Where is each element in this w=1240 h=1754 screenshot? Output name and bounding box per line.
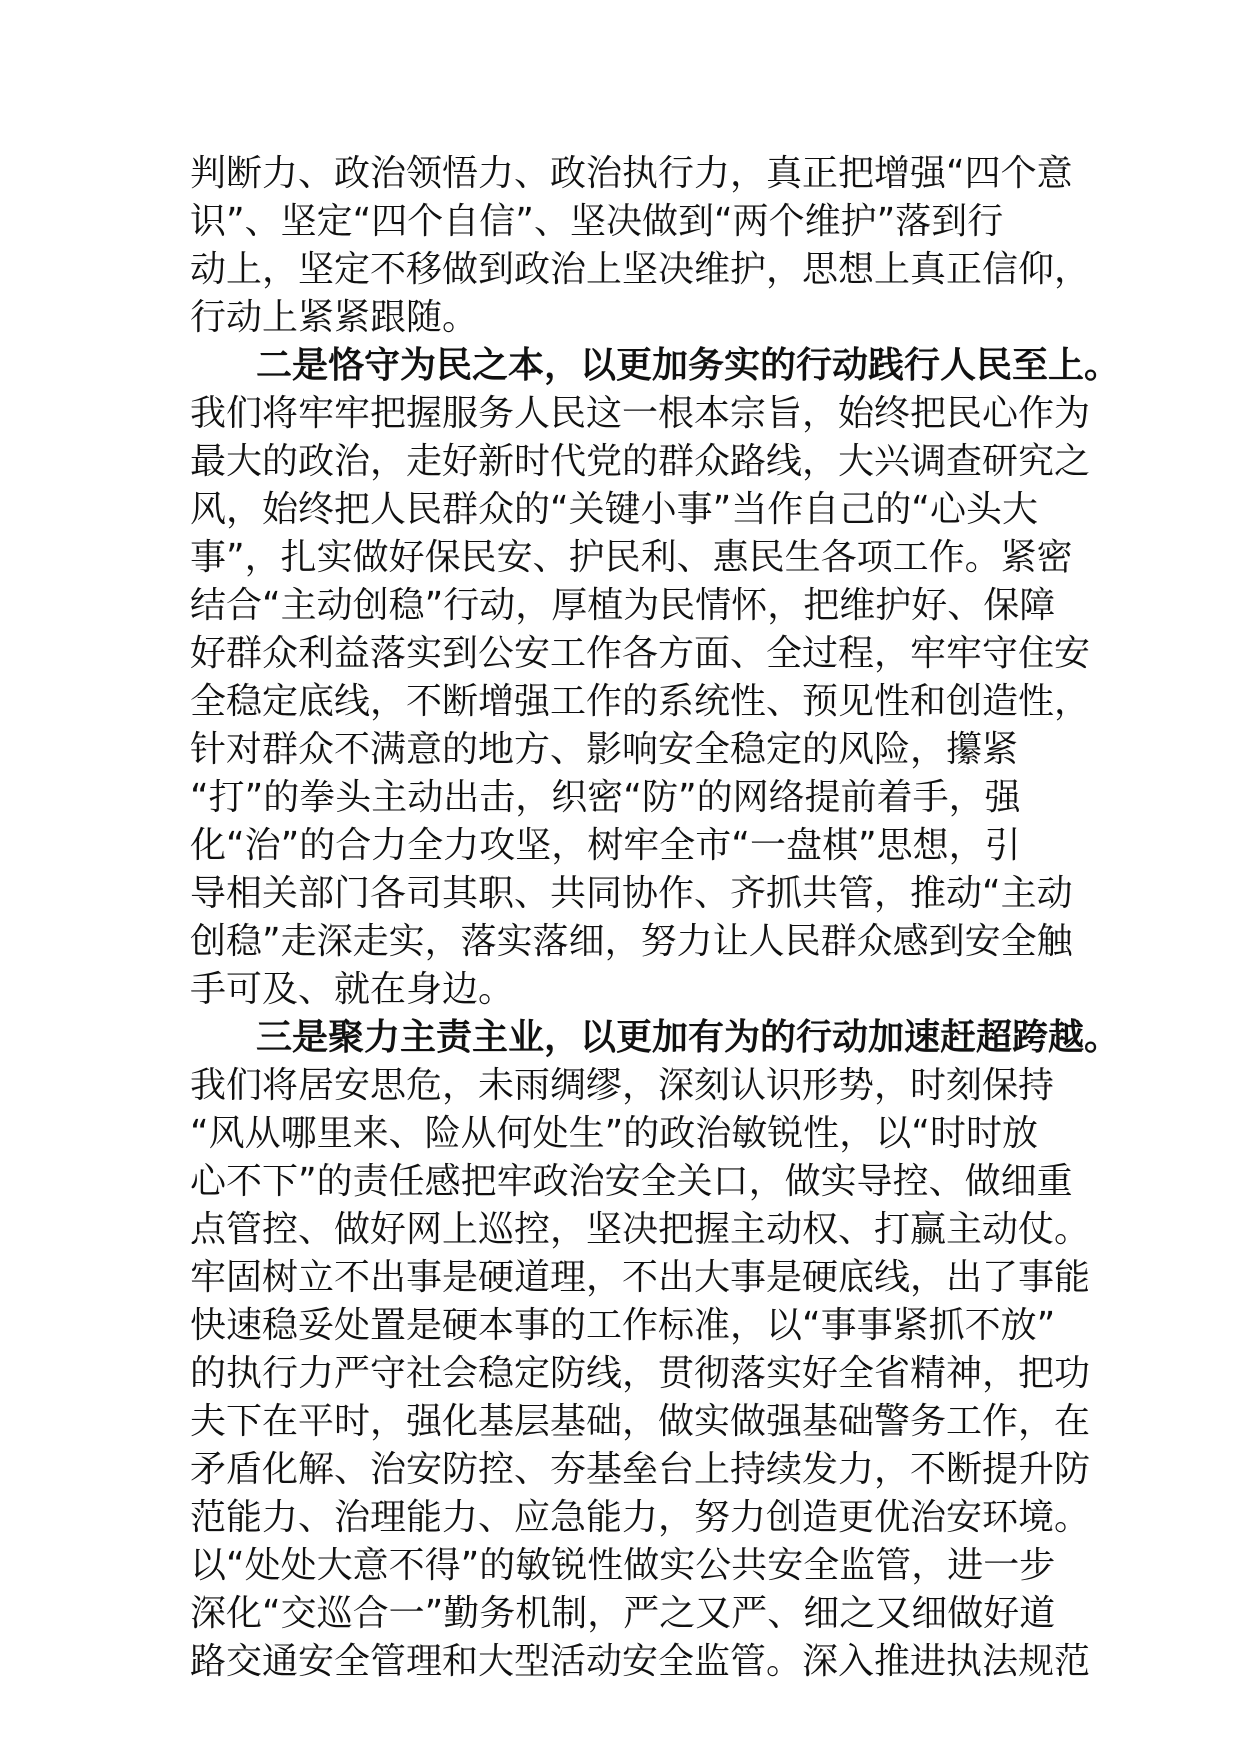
body-text-line: 深化“交巡合一”勤务机制，严之又严、细之又细做好道 [190, 1593, 1056, 1634]
body-text-line: 导相关部门各司其职、共同协作、齐抓共管，推动“主动 [190, 873, 1073, 914]
body-text-line: “风从哪里来、险从何处生”的政治敏锐性，以“时时放 [190, 1113, 1038, 1154]
document-page [190, 150, 1121, 1686]
body-text-line: 手可及、就在身边。 [190, 969, 515, 1010]
body-text-line: 结合“主动创稳”行动，厚植为民情怀，把维护好、保障 [190, 585, 1056, 626]
body-text-line: 我们将牢牢把握服务人民这一根本宗旨，始终把民心作为 [190, 393, 1091, 434]
body-text-line: 动上，坚定不移做到政治上坚决维护，思想上真正信仰， [190, 249, 1091, 290]
section-heading-line: 二是恪守为民之本，以更加务实的行动践行人民至上。 [256, 345, 1121, 386]
body-text-line: 针对群众不满意的地方、影响安全稳定的风险，攥紧 [190, 729, 1019, 770]
body-text-line: 夫下在平时，强化基层基础，做实做强基础警务工作，在 [190, 1401, 1091, 1442]
body-text-line: 心不下”的责任感把牢政治安全关口，做实导控、做细重 [190, 1161, 1073, 1202]
body-text-line: 的执行力严守社会稳定防线，贯彻落实好全省精神，把功 [190, 1353, 1091, 1394]
body-text-line: 快速稳妥处置是硬本事的工作标准，以“事事紧抓不放” [190, 1305, 1056, 1346]
body-text-line: 化“治”的合力全力攻坚，树牢全市“一盘棋”思想，引 [190, 825, 1021, 866]
body-text-line: 矛盾化解、治安防控、夯基垒台上持续发力，不断提升防 [190, 1449, 1091, 1490]
body-text-line: 牢固树立不出事是硬道理，不出大事是硬底线，出了事能 [190, 1257, 1091, 1298]
section-heading-line: 三是聚力主责主业，以更加有为的行动加速赶超跨越。 [256, 1017, 1121, 1058]
body-text-line: 全稳定底线，不断增强工作的系统性、预见性和创造性， [190, 681, 1091, 722]
body-text-line: 我们将居安思危，未雨绸缪，深刻认识形势，时刻保持 [190, 1065, 1055, 1106]
body-text-line: 以“处处大意不得”的敏锐性做实公共安全监管，进一步 [190, 1545, 1056, 1586]
body-text-line: 创稳”走深走实，落实落细，努力让人民群众感到安全触 [190, 921, 1073, 962]
body-text-line: 点管控、做好网上巡控，坚决把握主动权、打赢主动仗。 [190, 1209, 1091, 1250]
body-text-line: 识”、坚定“四个自信”、坚决做到“两个维护”落到行 [190, 201, 1004, 242]
body-text-line: 范能力、治理能力、应急能力，努力创造更优治安环境。 [190, 1497, 1091, 1538]
body-text-line: 事”，扎实做好保民安、护民利、惠民生各项工作。紧密 [190, 537, 1073, 578]
body-text-line: 行动上紧紧跟随。 [190, 297, 479, 338]
body-text-line: 风，始终把人民群众的“关键小事”当作自己的“心头大 [190, 489, 1038, 530]
body-text-line: “打”的拳头主动出击，织密“防”的网络提前着手，强 [190, 777, 1021, 818]
body-text-line: 路交通安全管理和大型活动安全监管。深入推进执法规范 [190, 1641, 1091, 1682]
body-text-line: 最大的政治，走好新时代党的群众路线，大兴调查研究之 [190, 441, 1091, 482]
body-text-line: 好群众利益落实到公安工作各方面、全过程，牢牢守住安 [190, 633, 1091, 674]
body-text-line: 判断力、政治领悟力、政治执行力，真正把增强“四个意 [190, 153, 1073, 194]
